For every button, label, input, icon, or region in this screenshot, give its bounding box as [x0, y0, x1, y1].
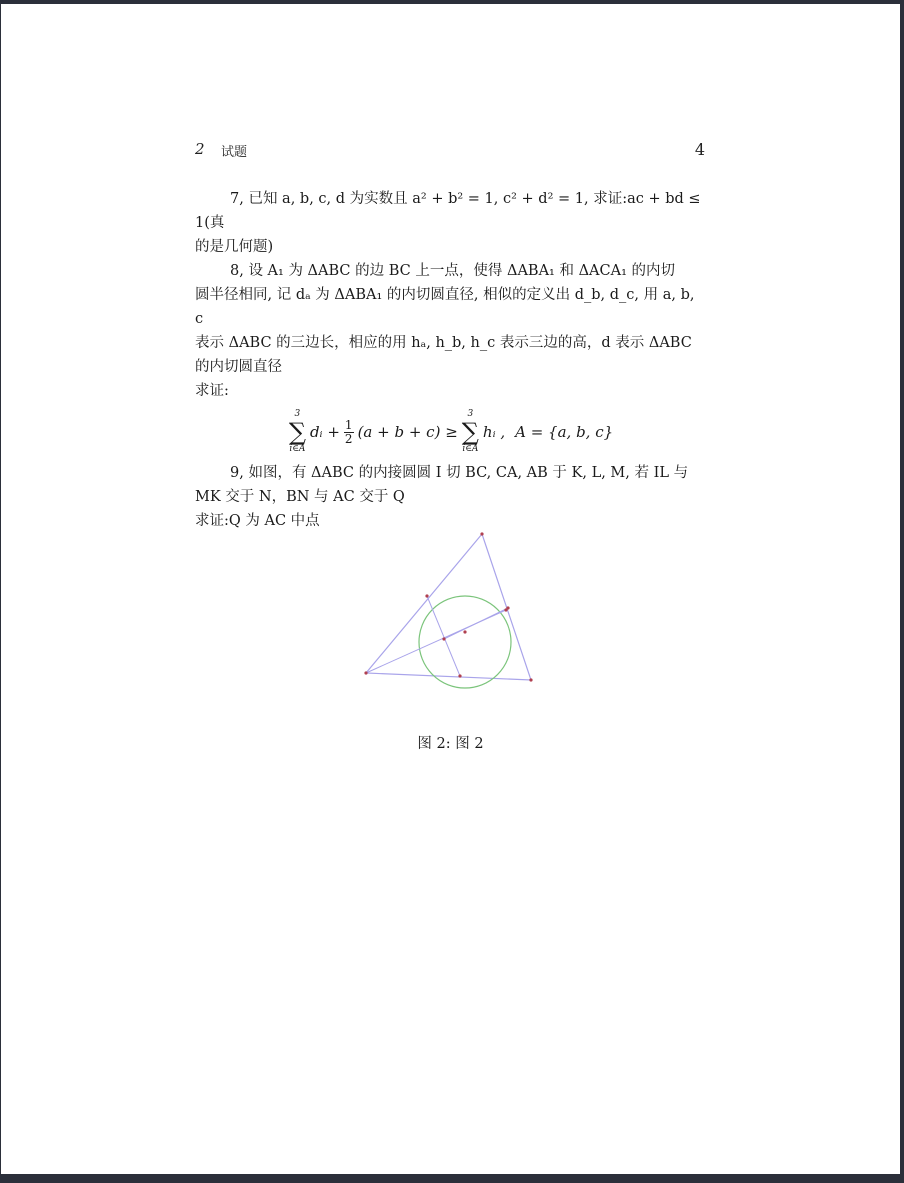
- point-q: [504, 608, 507, 611]
- point-m: [425, 594, 428, 597]
- triangle-abc: [366, 534, 531, 680]
- sum-upper-limit: 3: [294, 409, 301, 419]
- sum-upper-limit: 3: [467, 409, 474, 419]
- point-k: [458, 674, 461, 677]
- problem-8-line-2: 圆半径相同, 记 dₐ 为 ΔABA₁ 的内切圆直径, 相似的定义出 d_b, d_c, 用 a, b, c: [195, 287, 695, 327]
- point-n: [442, 637, 445, 640]
- segment-il: [444, 608, 508, 639]
- formula-term-d: dᵢ +: [309, 423, 340, 441]
- point-b: [364, 671, 367, 674]
- problem-8-prove-label: 求证:: [195, 383, 229, 399]
- sum-lower-limit: i∈A: [462, 444, 479, 454]
- problem-8-line-3: 表示 ΔABC 的三边长，相应的用 hₐ, h_b, h_c 表示三边的高，d 表示 ΔABC: [195, 335, 692, 351]
- sum-symbol: ∑: [288, 418, 306, 446]
- figure-caption: 图 2: 图 2: [417, 736, 484, 752]
- problem-9-line-1: 9, 如图，有 ΔABC 的内接圆圆 I 切 BC, CA, AB 于 K, L, M, 若 IL 与: [230, 465, 689, 481]
- problem-9-line-2: MK 交于 N，BN 与 AC 交于 Q: [195, 489, 405, 505]
- problem-8-line-4: 的内切圆直径: [195, 359, 282, 375]
- section-number: 2: [195, 140, 205, 158]
- problem-7-line-1: 7, 已知 a, b, c, d 为实数且 a² + b² = 1, c² + d² = 1, 求证:ac + bd ≤ 1(真: [195, 191, 701, 231]
- sum-lower-limit: i∈A: [289, 444, 306, 454]
- segment-mk: [427, 596, 460, 676]
- page-header: [195, 140, 705, 162]
- geometry-figure: [356, 524, 546, 689]
- section-title: 试题: [221, 145, 248, 160]
- point-i: [463, 630, 466, 633]
- formula-term-h: hᵢ ,: [482, 423, 506, 441]
- problem-7-line-2: 的是几何题): [195, 239, 274, 255]
- summation-2: [462, 410, 479, 454]
- fraction-numerator: 1: [344, 417, 353, 432]
- sum-symbol: ∑: [461, 418, 479, 446]
- point-c: [529, 678, 532, 681]
- display-formula: [195, 403, 707, 461]
- problem-text: [195, 187, 707, 533]
- summation-1: [289, 410, 306, 454]
- formula-middle: (a + b + c) ≥: [357, 423, 458, 441]
- formula-set-definition: A = {a, b, c}: [515, 423, 614, 441]
- fraction-denominator: 2: [344, 431, 353, 446]
- point-a: [480, 532, 483, 535]
- document-page: [1, 4, 900, 1174]
- fraction-half: [344, 419, 354, 446]
- problem-8-line-1: 8, 设 A₁ 为 ΔABC 的边 BC 上一点，使得 ΔABA₁ 和 ΔACA₁ 的内切: [230, 263, 676, 279]
- page-number: 4: [694, 140, 705, 159]
- problem-9-line-3: 求证:Q 为 AC 中点: [195, 513, 320, 529]
